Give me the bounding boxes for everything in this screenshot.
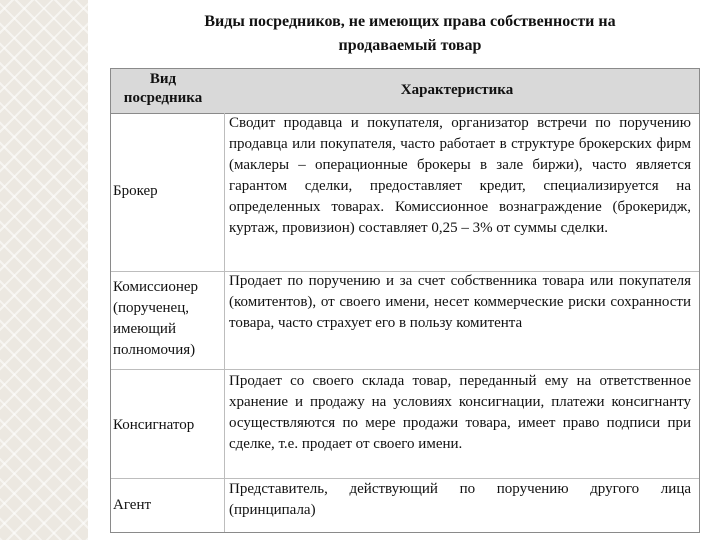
slide-title-line-1: Виды посредников, не имеющих права собственности на <box>204 13 616 30</box>
header-intermediary-type <box>111 70 215 108</box>
column-divider <box>224 113 225 532</box>
row-agent-description: Представитель, действующий по поручению другого лица (принципала) <box>229 481 691 518</box>
decorative-side-pattern <box>0 0 88 540</box>
row-broker-name: Брокер <box>113 183 158 199</box>
header-characteristic: Характеристика <box>400 82 514 98</box>
row-commission-agent-name: Комиссионер (порученец, имеющий полномочия) <box>113 279 199 358</box>
row-consignor-description: Продает со своего склада товар, переданный ему на ответственное хранение и продажу на условиях консигнации, платежи консигнанту осуществляются по мере продажи товара, имеет право подписи при сделке, т.е. продает от своего имени. <box>229 373 691 452</box>
row-consignor-name: Консигнатор <box>113 417 195 433</box>
header-col1-line-1: Вид <box>149 71 177 87</box>
header-col1-line-2: посредника <box>123 90 203 106</box>
slide-title <box>110 10 710 58</box>
slide-title-line-2: продаваемый товар <box>338 37 482 54</box>
row-agent-name: Агент <box>113 497 152 513</box>
intermediaries-table <box>110 68 700 533</box>
table-header <box>111 69 699 114</box>
row-divider <box>111 369 699 370</box>
row-broker-description: Сводит продавца и покупателя, организатор встречи по поручению продавца или покупателя, часто работает в структуре брокерских фирм (маклеры – операционные брокеры в зале биржи), часто является гарантом сделки, предоставляет кредит, специализируется на определенных товарах. Комиссионное вознаграждение (брокеридж, куртаж, провизион) составляет 0,25 – 3% от суммы сделки. <box>229 115 691 236</box>
row-commission-agent-description: Продает по поручению и за счет собственника товара или покупателя (комитентов), от своего имени, несет коммерческие риски сохранности товара, часто страхует его в пользу комитента <box>229 273 691 331</box>
